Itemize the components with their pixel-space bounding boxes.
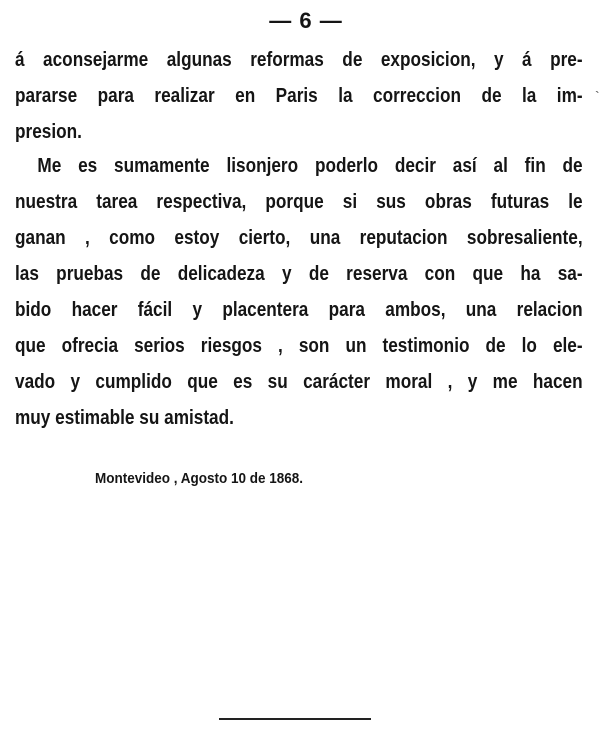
text-line: Me es sumamente lisonjero poderlo decir así al fin de	[37, 155, 583, 177]
text-line: nuestra tarea respectiva, porque si sus obras futuras le	[15, 191, 583, 213]
paragraph-continuation	[15, 42, 583, 150]
end-rule-divider	[219, 718, 371, 720]
text-line: muy estimable su amistad.	[15, 407, 234, 429]
text-line: presion.	[15, 121, 82, 143]
text-line: que ofrecia serios riesgos , son un testimonio de lo ele-	[15, 335, 583, 357]
place-date-signature: Montevideo , Agosto 10 de 1868.	[95, 470, 304, 487]
text-line: las pruebas de delicadeza y de reserva con que ha sa-	[15, 263, 583, 285]
text-line: bido hacer fácil y placentera para ambos, una relacion	[15, 299, 583, 321]
margin-mark: `	[595, 88, 600, 104]
text-line: pararse para realizar en Paris la correccion de la im-	[15, 85, 583, 107]
page-number: — 6 —	[269, 8, 343, 33]
text-line: vado y cumplido que es su carácter moral , y me hacen	[15, 371, 583, 393]
text-line: á aconsejarme algunas reformas de exposicion, y á pre-	[15, 49, 583, 71]
text-line: ganan , como estoy cierto, una reputacion sobresaliente,	[15, 227, 583, 249]
paragraph-closing	[15, 148, 583, 436]
